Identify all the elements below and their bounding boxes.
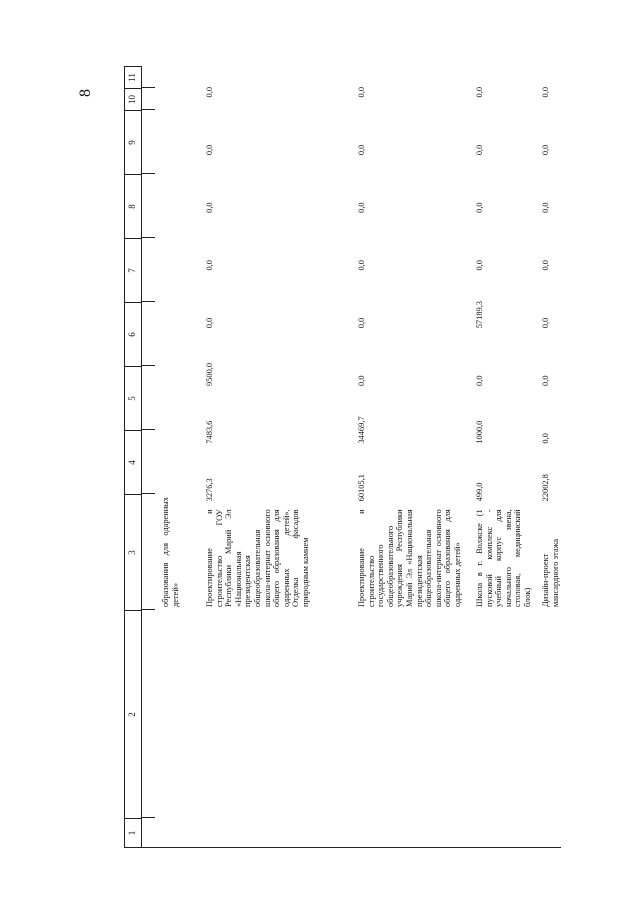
row-1-col-6: 9500,0 xyxy=(205,362,214,386)
table-row xyxy=(355,66,465,848)
row-4-col-8: 0,0 xyxy=(541,260,550,271)
row-2-col-9: 0,0 xyxy=(357,202,366,213)
table-row xyxy=(473,66,535,848)
header-col-11: 11 xyxy=(125,66,141,88)
row-4-col-10: 0,0 xyxy=(541,144,550,156)
row-1-name: Проектирование и строительство ГОУ Республики Марий Эл «Национальная президентская общеобразовательная школа-интернат основного общего образования для одаренных детей». Отделка фасадов природным камнем xyxy=(205,509,310,607)
header-col-7: 7 xyxy=(125,238,141,302)
row-1-col-7: 0,0 xyxy=(205,317,214,329)
row-4-col-6: 0,0 xyxy=(541,375,550,386)
row-2-col-4: 60105,1 xyxy=(357,474,366,502)
row-1-col-10: 0,0 xyxy=(205,144,214,156)
table-row xyxy=(203,66,313,848)
col-separator xyxy=(141,609,155,610)
col-separator xyxy=(141,237,155,238)
row-1-col-4: 3276,3 xyxy=(205,478,214,502)
header-col-3: 3 xyxy=(125,494,141,610)
table-row xyxy=(539,66,562,848)
row-1-col-11: 0,0 xyxy=(205,86,214,98)
row-2-col-10: 0,0 xyxy=(357,144,366,156)
row-4-col-11: 0,0 xyxy=(541,86,550,98)
col-separator xyxy=(141,109,155,110)
header-col-10: 10 xyxy=(125,88,141,110)
col-separator xyxy=(141,493,155,494)
col-separator xyxy=(141,87,155,88)
row-0-name: образования для одаренных детей» xyxy=(161,497,180,607)
row-3-col-8: 0,0 xyxy=(475,260,484,271)
row-3-col-7: 57189,3 xyxy=(475,301,484,329)
row-4-col-5: 0,0 xyxy=(541,433,550,444)
row-1-col-5: 7483,6 xyxy=(205,420,214,444)
header-col-2: 2 xyxy=(125,610,141,818)
row-2-col-5: 34469,7 xyxy=(357,416,366,444)
column-number-header xyxy=(124,66,142,848)
table-row xyxy=(159,66,182,848)
table-body xyxy=(141,66,561,848)
row-3-col-9: 0,0 xyxy=(475,202,484,213)
header-col-8: 8 xyxy=(125,174,141,238)
header-col-6: 6 xyxy=(125,302,141,366)
row-4-col-7: 0,0 xyxy=(541,317,550,329)
row-2-col-6: 0,0 xyxy=(357,375,366,386)
col-separator xyxy=(141,817,155,818)
page-number: 8 xyxy=(77,89,94,97)
row-3-name: Школа в г. Волжске (1 пусковой комплекс - учебный корпус для начального звена, столовая, медицинский блок) xyxy=(475,509,532,607)
row-3-col-10: 0,0 xyxy=(475,144,484,156)
col-separator xyxy=(141,301,155,302)
row-3-col-4: 499,0 xyxy=(475,482,484,502)
header-col-5: 5 xyxy=(125,366,141,430)
row-4-col-9: 0,0 xyxy=(541,202,550,213)
row-4-name: Дизайн-проект мансардного этажа xyxy=(541,538,560,607)
row-2-col-7: 0,0 xyxy=(357,317,366,329)
row-4-col-4: 22002,8 xyxy=(541,474,550,502)
row-3-col-6: 0,0 xyxy=(475,375,484,386)
col-separator xyxy=(141,173,155,174)
row-1-col-8: 0,0 xyxy=(205,260,214,271)
table xyxy=(124,66,560,848)
header-col-9: 9 xyxy=(125,110,141,174)
row-2-col-11: 0,0 xyxy=(357,86,366,98)
rotated-page xyxy=(104,66,560,836)
row-3-col-5: 1000,0 xyxy=(475,420,484,444)
header-col-4: 4 xyxy=(125,430,141,494)
col-separator xyxy=(141,365,155,366)
col-separator xyxy=(141,429,155,430)
row-2-name: Проектирование и строительство государственного общеобразовательного учреждения Республики Марий Эл «Национальная президентская общеобразовательная школа-интернат основного общего образования для одаренных детей» xyxy=(357,509,462,607)
header-col-1: 1 xyxy=(125,818,141,848)
row-3-col-11: 0,0 xyxy=(475,86,484,98)
row-1-col-9: 0,0 xyxy=(205,202,214,213)
row-2-col-8: 0,0 xyxy=(357,260,366,271)
